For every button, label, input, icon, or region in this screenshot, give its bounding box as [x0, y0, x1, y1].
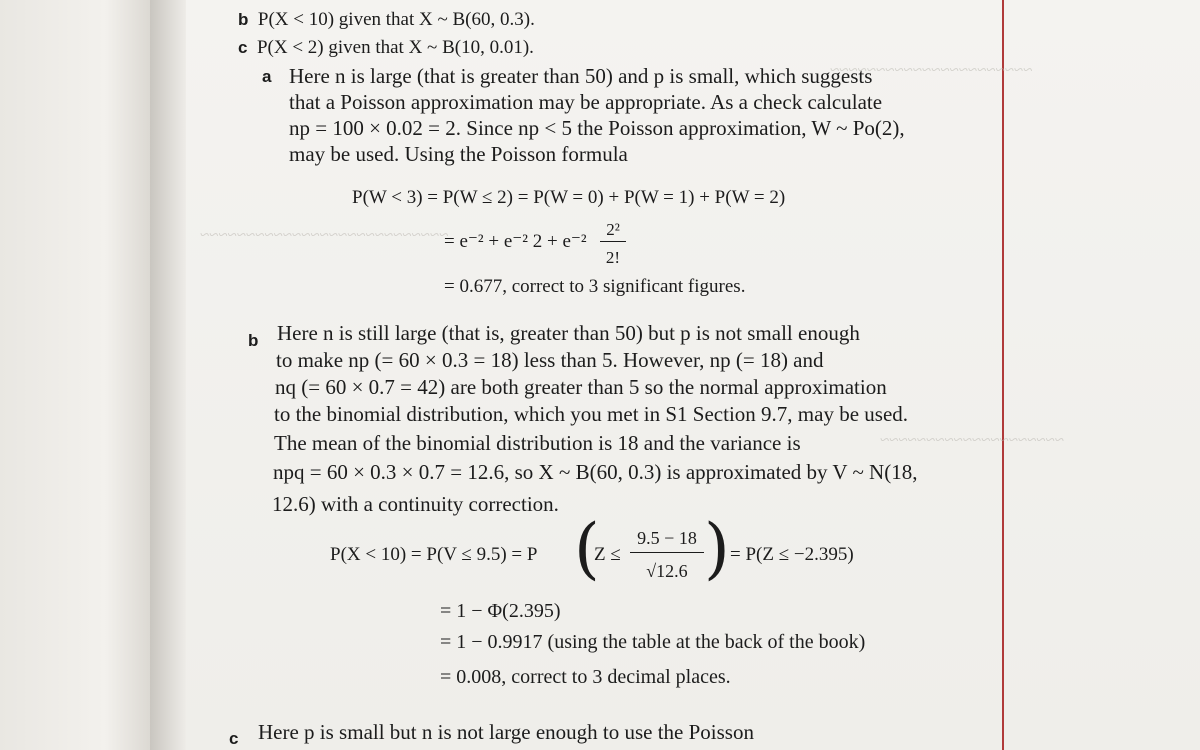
part-b-equation-2: = 1 − Φ(2.395) — [440, 600, 561, 622]
solution-box-border — [1002, 0, 1004, 750]
part-b-line-4: to the binomial distribution, which you met in S1 Section 9.7, may be used. — [274, 402, 909, 426]
left-page-edge — [0, 0, 150, 750]
part-b-z-condition: Z ≤ — [594, 544, 621, 565]
question-c: c P(X < 2) given that X ~ B(10, 0.01). — [238, 37, 534, 58]
part-b-left-paren: ( — [574, 510, 600, 587]
part-a-equation-2: = e⁻² + e⁻² 2 + e⁻² — [444, 231, 587, 252]
part-a-line-3: np = 100 × 0.02 = 2. Since np < 5 the Poisson approximation, W ~ Po(2), — [289, 116, 905, 140]
part-b-line-7: 12.6) with a continuity correction. — [272, 492, 559, 516]
part-b-label: b — [248, 331, 259, 350]
part-b-fraction-numerator: 9.5 − 18 — [637, 528, 697, 548]
part-a-label: a — [262, 67, 272, 86]
part-b-line-5: The mean of the binomial distribution is 18 and the variance is — [274, 431, 801, 455]
show-through-texture: ~~~~~~~~~~~~~~~~~~~~ — [880, 430, 1064, 449]
book-gutter — [150, 0, 186, 750]
part-b-fraction-denominator: √12.6 — [646, 561, 688, 581]
part-a-fraction-bar — [600, 241, 626, 242]
part-a-line-4: may be used. Using the Poisson formula — [289, 142, 628, 166]
part-c-line-1: Here p is small but n is not large enough to use the Poisson — [258, 720, 754, 744]
part-a-line-1: Here n is large (that is greater than 50) and p is small, which suggests — [289, 64, 873, 88]
part-c-label: c — [229, 729, 239, 748]
part-b-line-1: Here n is still large (that is, greater than 50) but p is not small enough — [277, 321, 860, 345]
part-a-line-2: that a Poisson approximation may be appropriate. As a check calculate — [289, 90, 883, 114]
show-through-texture: ~~~~~~~~~~~~~~~~~~~~~~ — [830, 60, 1033, 79]
part-b-equation-3: = 1 − 0.9917 (using the table at the back of the book) — [440, 631, 866, 653]
part-a-equation-3: = 0.677, correct to 3 significant figures. — [444, 276, 746, 297]
part-b-equation-4: = 0.008, correct to 3 decimal places. — [440, 666, 731, 688]
part-b-equation-1-left: P(X < 10) = P(V ≤ 9.5) = P — [330, 544, 538, 565]
part-a-equation-1: P(W < 3) = P(W ≤ 2) = P(W = 0) + P(W = 1) + P(W = 2) — [352, 187, 786, 208]
part-b-fraction-bar — [630, 552, 704, 553]
part-a-fraction-denominator: 2! — [605, 248, 621, 267]
part-a-fraction-numerator: 2² — [606, 220, 620, 239]
part-b-line-3: nq (= 60 × 0.7 = 42) are both greater than 5 so the normal approximation — [275, 375, 887, 399]
part-b-line-2: to make np (= 60 × 0.3 = 18) less than 5. However, np (= 18) and — [276, 348, 824, 372]
part-b-equation-1-right: = P(Z ≤ −2.395) — [730, 544, 854, 565]
part-b-line-6: npq = 60 × 0.3 × 0.7 = 12.6, so X ~ B(60, 0.3) is approximated by V ~ N(18, — [273, 460, 918, 484]
show-through-texture: ~~~~~~~~~~~~~~~~~~~~~~~~~~~ — [200, 225, 449, 244]
question-b: b P(X < 10) given that X ~ B(60, 0.3). — [238, 9, 535, 30]
part-b-right-paren: ) — [704, 510, 730, 587]
